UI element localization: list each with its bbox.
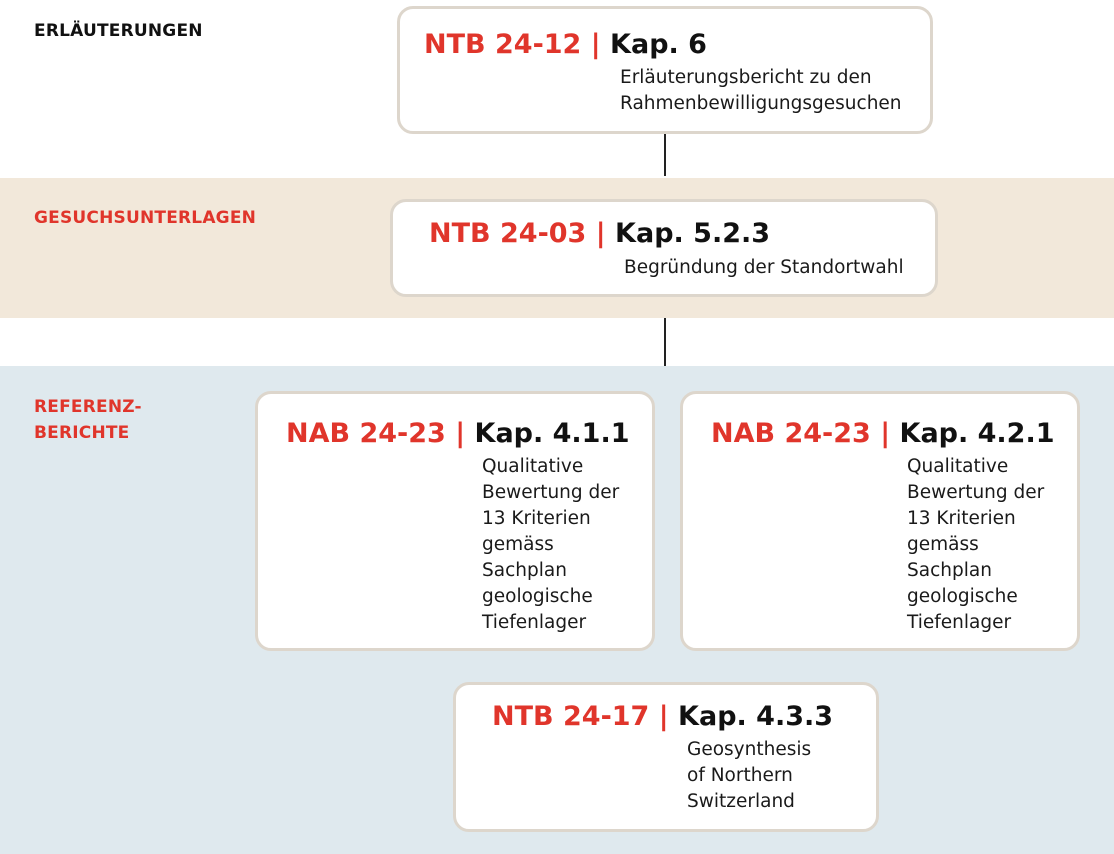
separator: | (455, 418, 466, 449)
section-label-referenzberichte: REFERENZ- BERICHTE (34, 397, 142, 443)
chapter-reference: Kap. 4.3.3 (678, 701, 834, 732)
section-label-erlaeuterungen: ERLÄUTERUNGEN (34, 21, 203, 41)
report-card-ntb-24-12 (397, 6, 933, 134)
chapter-reference: Kap. 4.2.1 (899, 418, 1055, 449)
card-description: Begründung der Standortwahl (624, 257, 904, 278)
report-reference: NTB 24-17 (492, 701, 650, 732)
card-description: Geosynthesis of Northern Switzerland (687, 739, 812, 812)
card-heading (711, 418, 1055, 450)
card-description: Erläuterungsbericht zu den Rahmenbewilligungsgesuchen (620, 67, 902, 114)
card-heading (492, 701, 833, 733)
separator: | (590, 29, 601, 60)
separator: | (658, 701, 669, 732)
card-description: Qualitative Bewertung der 13 Kriterien gemäss Sachplan geologische Tiefenlager (482, 456, 620, 633)
section-label-gesuchsunterlagen: GESUCHSUNTERLAGEN (34, 208, 257, 228)
report-reference: NAB 24-23 (286, 418, 446, 449)
chapter-reference: Kap. 4.1.1 (474, 418, 630, 449)
card-description: Qualitative Bewertung der 13 Kriterien gemäss Sachplan geologische Tiefenlager (907, 456, 1045, 633)
separator: | (595, 218, 606, 249)
connector-line (664, 318, 666, 366)
connector-line (664, 132, 666, 176)
report-reference: NAB 24-23 (711, 418, 871, 449)
chapter-reference: Kap. 6 (610, 29, 707, 60)
chapter-reference: Kap. 5.2.3 (615, 218, 771, 249)
card-heading (286, 418, 630, 450)
card-heading (424, 29, 707, 61)
separator: | (880, 418, 891, 449)
report-card-nab-24-23-kap-4-2-1 (680, 391, 1080, 651)
report-reference: NTB 24-12 (424, 29, 582, 60)
report-card-nab-24-23-kap-4-1-1 (255, 391, 655, 651)
report-card-ntb-24-17 (453, 682, 879, 832)
report-reference: NTB 24-03 (429, 218, 587, 249)
report-card-ntb-24-03 (390, 199, 938, 297)
card-heading (429, 218, 770, 250)
